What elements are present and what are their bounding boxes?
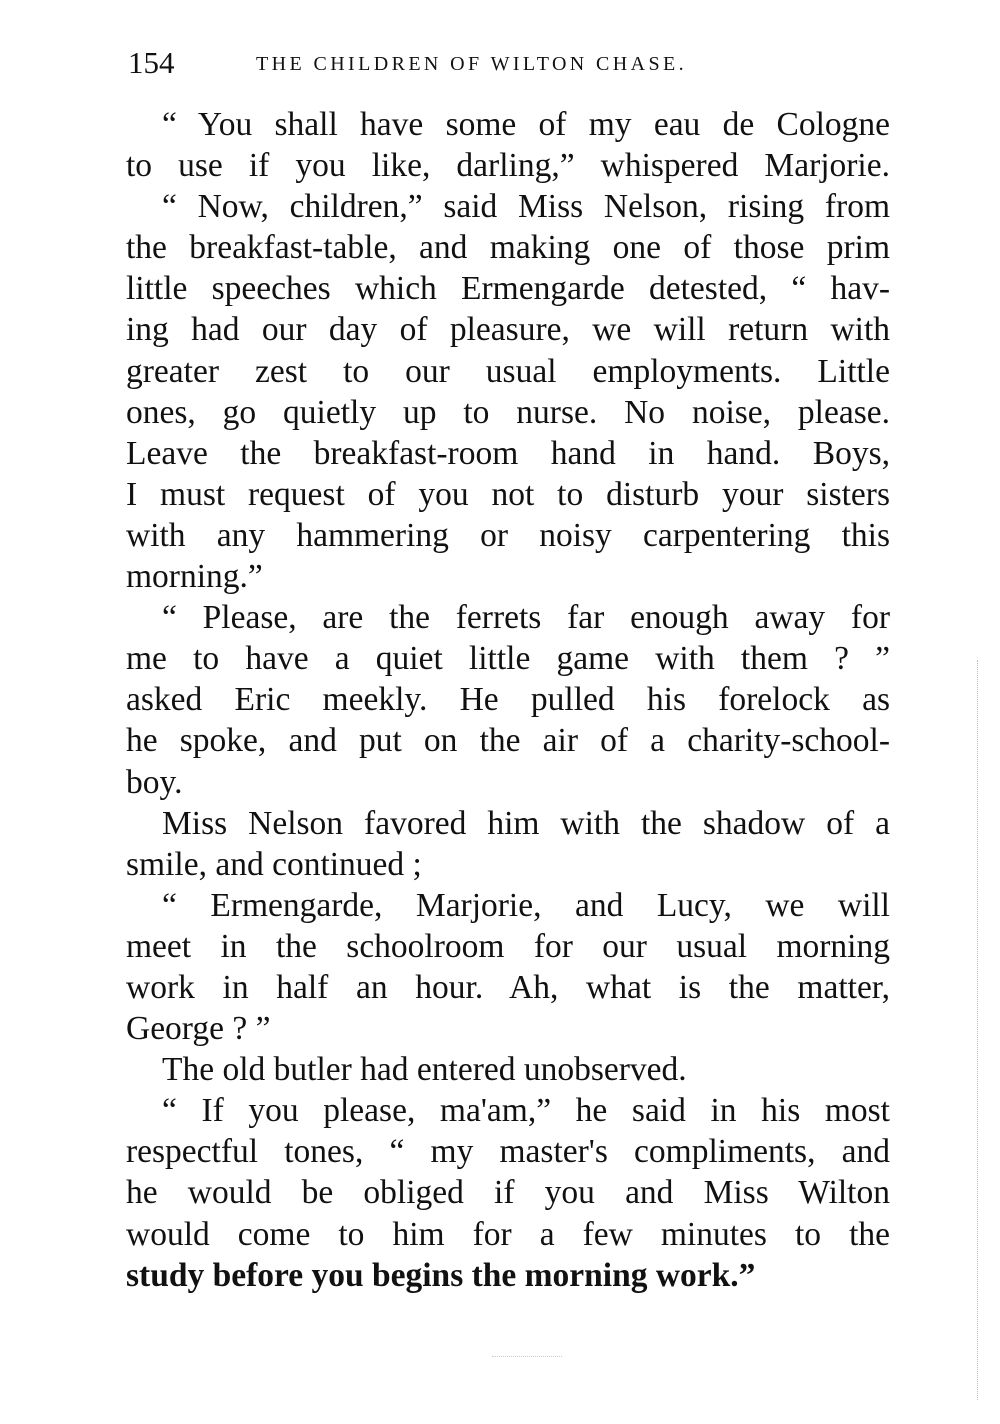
text-line: George ? ” [126,1010,271,1048]
running-title: THE CHILDREN OF WILTON CHASE. [256,53,688,75]
text-line: “ Now, children,” said Miss Nelson, rising from [162,188,890,226]
scan-bottom-mark [492,1356,562,1361]
text-line: ing had our day of pleasure, we will return with [126,311,890,349]
text-line: ones, go quietly up to nurse. No noise, please. [126,393,890,431]
text-line: meet in the schoolroom for our usual morning [126,927,890,965]
text-line: little speeches which Ermengarde detested, “ hav- [126,270,890,308]
text-line: greater zest to our usual employments. Little [126,352,890,390]
text-line: study before you begins the morning work.” [126,1256,756,1294]
text-line: smile, and continued ; [126,845,422,883]
text-line: I must request of you not to disturb your sisters [126,475,890,513]
text-line: “ You shall have some of my eau de Cologne [162,106,890,143]
text-line: with any hammering or noisy carpentering this [126,516,890,554]
text-line: boy. [126,763,183,801]
text-line: The old butler had entered unobserved. [162,1051,687,1089]
running-head [128,46,908,80]
text-line: work in half an hour. Ah, what is the matter, [126,968,890,1006]
text-line: respectful tones, “ my master's compliments, and [126,1133,890,1171]
text-line: Leave the breakfast-room hand in hand. Boys, [126,434,890,472]
body-text [126,104,890,1296]
text-line: “ If you please, ma'am,” he said in his most [162,1092,890,1130]
text-line: “ Ermengarde, Marjorie, and Lucy, we will [162,886,890,924]
text-line: morning.” [126,558,263,596]
text-line: “ Please, are the ferrets far enough away for [162,599,890,637]
text-line: to use if you like, darling,” whispered Marjorie. [126,147,890,185]
page-number: 154 [128,45,175,80]
text-line: would come to him for a few minutes to the [126,1215,890,1253]
text-line: Miss Nelson favored him with the shadow of a [162,804,890,842]
text-line: asked Eric meekly. He pulled his forelock as [126,681,890,719]
text-line: me to have a quiet little game with them ? ” [126,640,890,678]
text-line: he would be obliged if you and Miss Wilton [126,1174,890,1212]
scan-margin-mark [975,660,978,1400]
text-line: he spoke, and put on the air of a charity-school- [126,722,890,760]
text-line: the breakfast-table, and making one of those prim [126,229,890,267]
